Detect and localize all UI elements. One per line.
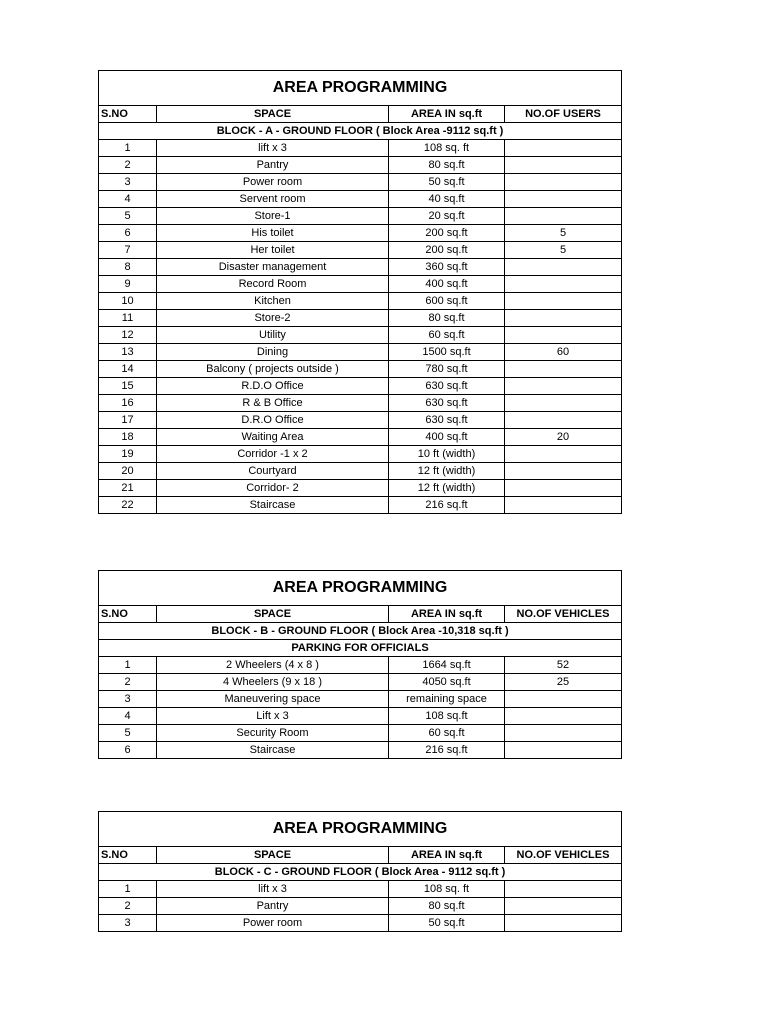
cell-sno: 22 — [99, 497, 157, 514]
cell-area: 200 sq.ft — [389, 225, 505, 242]
table-row — [99, 725, 622, 742]
subheader-row — [99, 123, 622, 140]
cell-space: R.D.O Office — [157, 378, 389, 395]
table-title: AREA PROGRAMMING — [99, 571, 622, 606]
table-row — [99, 881, 622, 898]
cell-sno: 5 — [99, 208, 157, 225]
area-table-block-b — [98, 570, 622, 759]
cell-area: 1500 sq.ft — [389, 344, 505, 361]
cell-count: 60 — [505, 344, 622, 361]
cell-space: Servent room — [157, 191, 389, 208]
cell-space: lift x 3 — [157, 881, 389, 898]
table-row — [99, 293, 622, 310]
cell-space: Pantry — [157, 157, 389, 174]
table-row — [99, 395, 622, 412]
cell-count — [505, 742, 622, 759]
table-title: AREA PROGRAMMING — [99, 812, 622, 847]
header-count: NO.OF VEHICLES — [505, 606, 622, 623]
cell-count — [505, 881, 622, 898]
cell-space: Record Room — [157, 276, 389, 293]
table-row — [99, 140, 622, 157]
cell-area: 12 ft (width) — [389, 480, 505, 497]
block-subheader: BLOCK - C - GROUND FLOOR ( Block Area - 9112 sq.ft ) — [99, 864, 622, 881]
cell-count — [505, 310, 622, 327]
cell-space: 4 Wheelers (9 x 18 ) — [157, 674, 389, 691]
header-area: AREA IN sq.ft — [389, 606, 505, 623]
cell-count — [505, 208, 622, 225]
table-row — [99, 412, 622, 429]
table-row — [99, 276, 622, 293]
cell-area: 80 sq.ft — [389, 310, 505, 327]
cell-count — [505, 480, 622, 497]
cell-count — [505, 174, 622, 191]
cell-space: Corridor- 2 — [157, 480, 389, 497]
cell-count — [505, 691, 622, 708]
cell-area: 80 sq.ft — [389, 898, 505, 915]
header-space: SPACE — [157, 106, 389, 123]
cell-count — [505, 395, 622, 412]
cell-space: Staircase — [157, 497, 389, 514]
table-row — [99, 463, 622, 480]
table-row — [99, 674, 622, 691]
cell-count: 5 — [505, 242, 622, 259]
table-row — [99, 429, 622, 446]
cell-area: 600 sq.ft — [389, 293, 505, 310]
cell-area: remaining space — [389, 691, 505, 708]
cell-space: Lift x 3 — [157, 708, 389, 725]
cell-space: D.R.O Office — [157, 412, 389, 429]
header-sno: S.NO — [99, 847, 157, 864]
cell-space: Utility — [157, 327, 389, 344]
cell-count — [505, 708, 622, 725]
cell-sno: 1 — [99, 657, 157, 674]
block-subheader: PARKING FOR OFFICIALS — [99, 640, 622, 657]
cell-space: Corridor -1 x 2 — [157, 446, 389, 463]
cell-area: 630 sq.ft — [389, 412, 505, 429]
cell-count — [505, 327, 622, 344]
cell-count — [505, 463, 622, 480]
cell-area: 108 sq. ft — [389, 881, 505, 898]
cell-sno: 4 — [99, 708, 157, 725]
block-subheader: BLOCK - B - GROUND FLOOR ( Block Area -10,318 sq.ft ) — [99, 623, 622, 640]
cell-sno: 17 — [99, 412, 157, 429]
cell-area: 360 sq.ft — [389, 259, 505, 276]
cell-space: Store-2 — [157, 310, 389, 327]
cell-sno: 3 — [99, 915, 157, 932]
header-row — [99, 606, 622, 623]
cell-area: 400 sq.ft — [389, 429, 505, 446]
cell-space: Power room — [157, 915, 389, 932]
table-row — [99, 327, 622, 344]
table-row — [99, 708, 622, 725]
cell-count — [505, 446, 622, 463]
cell-space: Staircase — [157, 742, 389, 759]
cell-area: 780 sq.ft — [389, 361, 505, 378]
cell-area: 12 ft (width) — [389, 463, 505, 480]
cell-space: lift x 3 — [157, 140, 389, 157]
header-row — [99, 106, 622, 123]
cell-area: 108 sq.ft — [389, 708, 505, 725]
table-row — [99, 691, 622, 708]
table-row — [99, 259, 622, 276]
cell-sno: 18 — [99, 429, 157, 446]
cell-space: R & B Office — [157, 395, 389, 412]
header-space: SPACE — [157, 606, 389, 623]
cell-sno: 3 — [99, 691, 157, 708]
cell-count: 25 — [505, 674, 622, 691]
cell-space: Pantry — [157, 898, 389, 915]
table-row — [99, 242, 622, 259]
cell-area: 40 sq.ft — [389, 191, 505, 208]
cell-space: His toilet — [157, 225, 389, 242]
cell-sno: 11 — [99, 310, 157, 327]
cell-sno: 9 — [99, 276, 157, 293]
cell-area: 60 sq.ft — [389, 327, 505, 344]
cell-count — [505, 140, 622, 157]
cell-space: Security Room — [157, 725, 389, 742]
header-sno: S.NO — [99, 106, 157, 123]
cell-sno: 1 — [99, 140, 157, 157]
cell-count: 5 — [505, 225, 622, 242]
cell-sno: 14 — [99, 361, 157, 378]
header-count: NO.OF VEHICLES — [505, 847, 622, 864]
header-area: AREA IN sq.ft — [389, 106, 505, 123]
header-count: NO.OF USERS — [505, 106, 622, 123]
cell-count — [505, 191, 622, 208]
table-row — [99, 497, 622, 514]
cell-sno: 21 — [99, 480, 157, 497]
cell-sno: 4 — [99, 191, 157, 208]
title-row — [99, 71, 622, 106]
cell-sno: 12 — [99, 327, 157, 344]
table-row — [99, 915, 622, 932]
block-subheader: BLOCK - A - GROUND FLOOR ( Block Area -9112 sq.ft ) — [99, 123, 622, 140]
cell-area: 630 sq.ft — [389, 378, 505, 395]
cell-count — [505, 259, 622, 276]
subheader-row — [99, 640, 622, 657]
cell-count — [505, 898, 622, 915]
cell-area: 1664 sq.ft — [389, 657, 505, 674]
cell-sno: 2 — [99, 898, 157, 915]
cell-area: 200 sq.ft — [389, 242, 505, 259]
table-row — [99, 378, 622, 395]
table-row — [99, 208, 622, 225]
cell-space: Power room — [157, 174, 389, 191]
header-row — [99, 847, 622, 864]
cell-sno: 19 — [99, 446, 157, 463]
cell-count — [505, 915, 622, 932]
cell-sno: 7 — [99, 242, 157, 259]
cell-area: 630 sq.ft — [389, 395, 505, 412]
cell-sno: 10 — [99, 293, 157, 310]
cell-space: Disaster management — [157, 259, 389, 276]
header-area: AREA IN sq.ft — [389, 847, 505, 864]
table-row — [99, 225, 622, 242]
cell-count — [505, 293, 622, 310]
cell-space: Store-1 — [157, 208, 389, 225]
cell-sno: 20 — [99, 463, 157, 480]
cell-space: Waiting Area — [157, 429, 389, 446]
cell-area: 50 sq.ft — [389, 174, 505, 191]
table-row — [99, 657, 622, 674]
cell-sno: 2 — [99, 674, 157, 691]
table-row — [99, 344, 622, 361]
subheader-row — [99, 623, 622, 640]
table-row — [99, 191, 622, 208]
cell-count: 52 — [505, 657, 622, 674]
cell-count — [505, 497, 622, 514]
cell-space: Kitchen — [157, 293, 389, 310]
cell-area: 4050 sq.ft — [389, 674, 505, 691]
cell-sno: 16 — [99, 395, 157, 412]
cell-area: 216 sq.ft — [389, 497, 505, 514]
cell-space: Courtyard — [157, 463, 389, 480]
table-row — [99, 480, 622, 497]
cell-sno: 5 — [99, 725, 157, 742]
cell-space: 2 Wheelers (4 x 8 ) — [157, 657, 389, 674]
cell-sno: 8 — [99, 259, 157, 276]
cell-area: 216 sq.ft — [389, 742, 505, 759]
cell-count: 20 — [505, 429, 622, 446]
cell-area: 50 sq.ft — [389, 915, 505, 932]
table-row — [99, 310, 622, 327]
table-row — [99, 898, 622, 915]
table-title: AREA PROGRAMMING — [99, 71, 622, 106]
title-row — [99, 571, 622, 606]
cell-area: 400 sq.ft — [389, 276, 505, 293]
cell-count — [505, 412, 622, 429]
cell-space: Balcony ( projects outside ) — [157, 361, 389, 378]
cell-sno: 1 — [99, 881, 157, 898]
cell-sno: 15 — [99, 378, 157, 395]
cell-sno: 3 — [99, 174, 157, 191]
cell-count — [505, 157, 622, 174]
cell-space: Maneuvering space — [157, 691, 389, 708]
cell-area: 80 sq.ft — [389, 157, 505, 174]
table-row — [99, 157, 622, 174]
cell-space: Her toilet — [157, 242, 389, 259]
cell-sno: 2 — [99, 157, 157, 174]
cell-count — [505, 361, 622, 378]
table-row — [99, 361, 622, 378]
subheader-row — [99, 864, 622, 881]
cell-area: 20 sq.ft — [389, 208, 505, 225]
area-table-block-a — [98, 70, 622, 514]
header-sno: S.NO — [99, 606, 157, 623]
cell-sno: 6 — [99, 225, 157, 242]
cell-area: 10 ft (width) — [389, 446, 505, 463]
cell-count — [505, 725, 622, 742]
cell-space: Dining — [157, 344, 389, 361]
table-row — [99, 742, 622, 759]
table-row — [99, 174, 622, 191]
cell-count — [505, 276, 622, 293]
table-row — [99, 446, 622, 463]
cell-area: 60 sq.ft — [389, 725, 505, 742]
cell-sno: 13 — [99, 344, 157, 361]
cell-sno: 6 — [99, 742, 157, 759]
title-row — [99, 812, 622, 847]
cell-area: 108 sq. ft — [389, 140, 505, 157]
cell-count — [505, 378, 622, 395]
area-table-block-c — [98, 811, 622, 932]
header-space: SPACE — [157, 847, 389, 864]
